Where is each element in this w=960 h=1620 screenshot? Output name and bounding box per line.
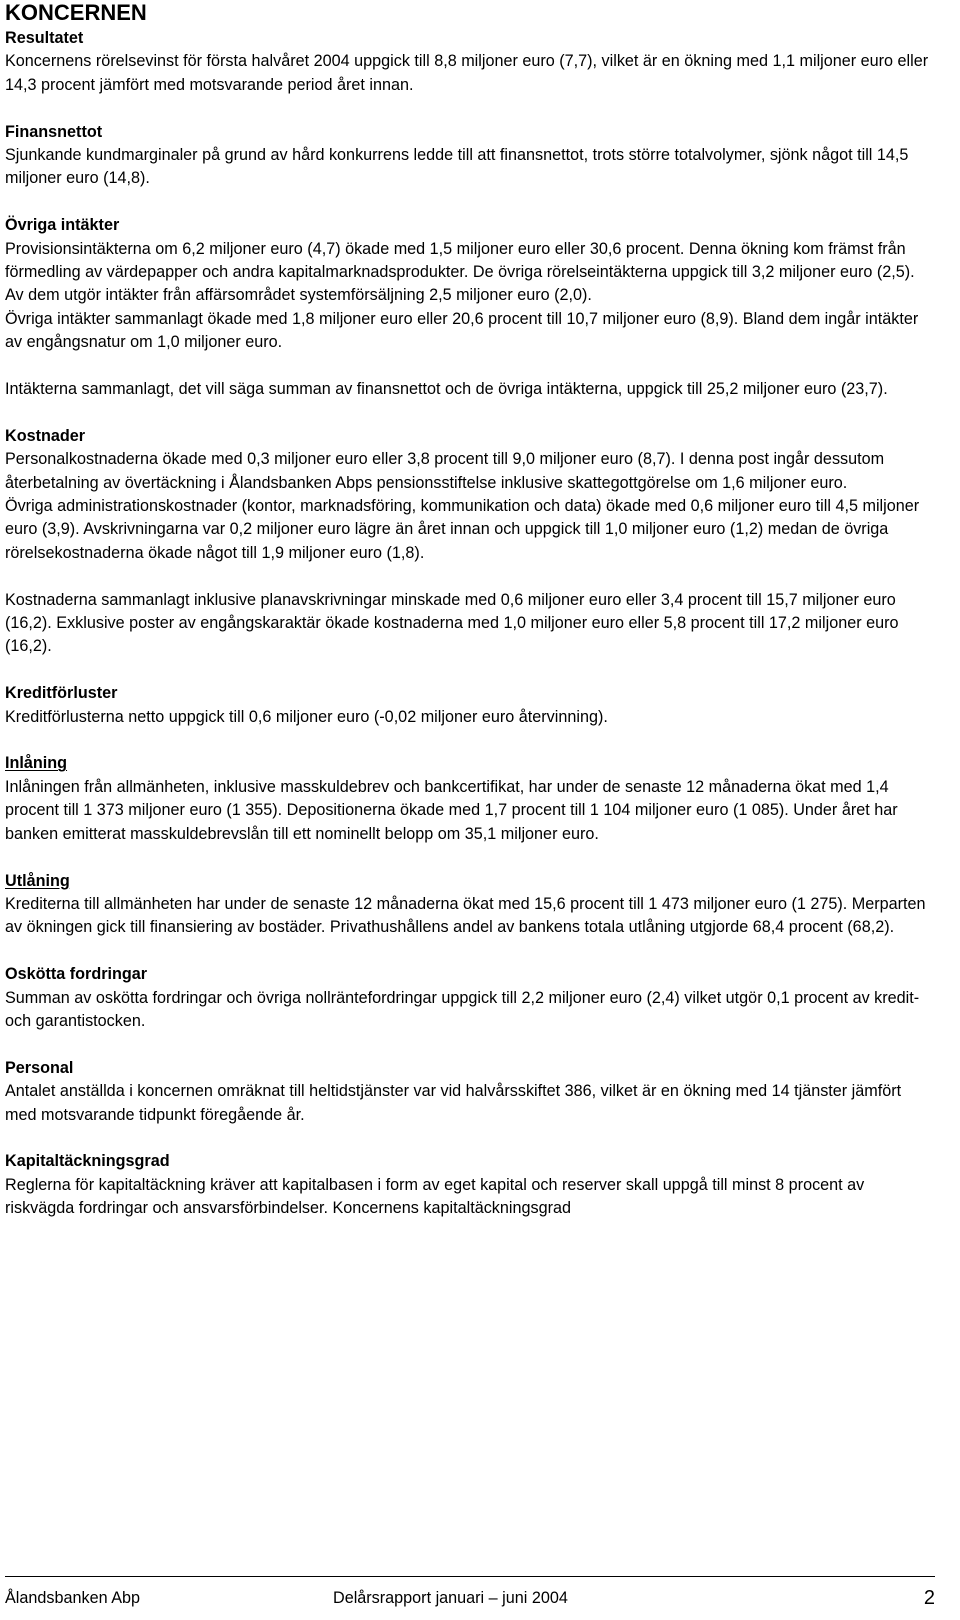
paragraph-spacer: [5, 565, 935, 588]
section: [5, 1057, 935, 1127]
section-spacer: [5, 1127, 935, 1150]
document-body: [5, 27, 935, 1221]
section-heading: Inlåning: [5, 754, 68, 773]
document-page: [5, 0, 935, 1221]
section: [5, 870, 935, 940]
body-paragraph: Inlåningen från allmänheten, inklusive masskuldebrev och bankcertifikat, har under de senaste 12 månaderna ökat med 1,4 procent till 1 373 miljoner euro (1 355). Depositionerna ökade med 1,7 procent till 1 104 miljoner euro (1 085). Under året har banken emitterat masskuldebrevslån till ett nominellt belopp om 35,1 miljoner euro.: [5, 777, 898, 843]
section-heading: Utlåning: [5, 871, 70, 890]
section: [5, 682, 935, 729]
section-heading: Övriga intäkter: [5, 216, 120, 235]
footer-page-number: 2: [923, 1587, 935, 1609]
body-paragraph: Provisionsintäkterna om 6,2 miljoner euro (4,7) ökade med 1,5 miljoner euro eller 30,6 procent. Denna ökning kom främst från förmedling av värdepapper och andra kapitalmarknadsprodukter. De övriga rörelseintäkterna uppgick till 3,2 miljoner euro (2,5). Av dem utgör intäkter från affärsområdet systemförsäljning 2,5 miljoner euro (2,0).: [5, 239, 915, 305]
section: [5, 963, 935, 1033]
footer-report-title: Delårsrapport januari – juni 2004: [333, 1589, 568, 1607]
section-heading: Personal: [5, 1058, 74, 1077]
section-spacer: [5, 659, 935, 682]
page-footer: [5, 1576, 935, 1617]
section-spacer: [5, 846, 935, 869]
section: [5, 425, 935, 659]
body-paragraph: Övriga administrationskostnader (kontor, marknadsföring, kommunikation och data) ökade med 0,6 miljoner euro till 4,5 miljoner euro (3,9). Avskrivningarna var 0,2 miljoner euro lägre än året innan och uppgick till 1,0 miljoner euro (1,2) medan de övriga rörelsekostnaderna ökade något till 1,9 miljoner euro (1,8).: [5, 497, 920, 562]
page-title: KONCERNEN: [5, 0, 147, 25]
section-heading: Oskötta fordringar: [5, 965, 148, 984]
section-spacer: [5, 191, 935, 214]
section: [5, 121, 935, 191]
section-spacer: [5, 729, 935, 752]
section-heading: Kapitaltäckningsgrad: [5, 1152, 170, 1171]
body-paragraph: Personalkostnaderna ökade med 0,3 miljoner euro eller 3,8 procent till 9,0 miljoner euro (8,7). I denna post ingår dessutom återbetalning av övertäckning i Ålandsbanken Abps pensionsstiftelse inklusive skattegottgörelse om 1,6 miljoner euro.: [5, 450, 885, 492]
section: [5, 752, 935, 846]
section-heading: Kreditförluster: [5, 684, 118, 703]
body-paragraph: Krediterna till allmänheten har under de senaste 12 månaderna ökat med 15,6 procent till 1 473 miljoner euro (1 275). Merparten av ökningen gick till finansiering av bostäder. Privathushållens andel av bankens totala utlåning utgjorde 68,4 procent (68,2).: [5, 894, 926, 937]
section: [5, 27, 935, 97]
section-heading: Finansnettot: [5, 122, 103, 141]
body-paragraph: Kostnaderna sammanlagt inklusive planavskrivningar minskade med 0,6 miljoner euro eller 3,4 procent till 15,7 miljoner euro (16,2). Exklusive poster av engångskaraktär ökade kostnaderna med 1,0 miljoner euro eller 5,8 procent till 17,2 miljoner euro (16,2).: [5, 590, 899, 656]
body-paragraph: Reglerna för kapitaltäckning kräver att kapitalbasen i form av eget kapital och reserver skall uppgå till minst 8 procent av riskvägda fordringar och ansvarsförbindelser. Koncernens kapitaltäckningsgrad: [5, 1175, 865, 1218]
section-spacer: [5, 940, 935, 963]
section: [5, 214, 935, 401]
section-spacer: [5, 1033, 935, 1056]
section-heading: Resultatet: [5, 29, 84, 47]
section-heading: Kostnader: [5, 426, 86, 445]
body-paragraph: Summan av oskötta fordringar och övriga nollräntefordringar uppgick till 2,2 miljoner euro (2,4) vilket utgör 0,1 procent av kredit- och garantistocken.: [5, 988, 920, 1030]
footer-company: Ålandsbanken Abp: [5, 1589, 141, 1607]
paragraph-spacer: [5, 355, 935, 378]
section-spacer: [5, 401, 935, 424]
body-paragraph: Kreditförlusterna netto uppgick till 0,6 miljoner euro (-0,02 miljoner euro återvinning).: [5, 707, 608, 726]
body-paragraph: Intäkterna sammanlagt, det vill säga summan av finansnettot och de övriga intäkterna, uppgick till 25,2 miljoner euro (23,7).: [5, 380, 888, 399]
section: [5, 1150, 935, 1220]
section-spacer: [5, 97, 935, 120]
body-paragraph: Övriga intäkter sammanlagt ökade med 1,8 miljoner euro eller 20,6 procent till 10,7 miljoner euro (8,9). Bland dem ingår intäkter av engångsnatur om 1,0 miljoner euro.: [5, 309, 919, 352]
body-paragraph: Sjunkande kundmarginaler på grund av hård konkurrens ledde till att finansnettot, trots större totalvolymer, sjönk något till 14,5 miljoner euro (14,8).: [5, 146, 909, 188]
body-paragraph: Antalet anställda i koncernen omräknat till heltidstjänster var vid halvårsskiftet 386, vilket är en ökning med 14 tjänster jämfört med motsvarande tidpunkt föregående år.: [5, 1082, 902, 1124]
body-paragraph: Koncernens rörelsevinst för första halvåret 2004 uppgick till 8,8 miljoner euro (7,7), vilket är en ökning med 1,1 miljoner euro eller 14,3 procent jämfört med motsvarande period året innan.: [5, 52, 929, 94]
